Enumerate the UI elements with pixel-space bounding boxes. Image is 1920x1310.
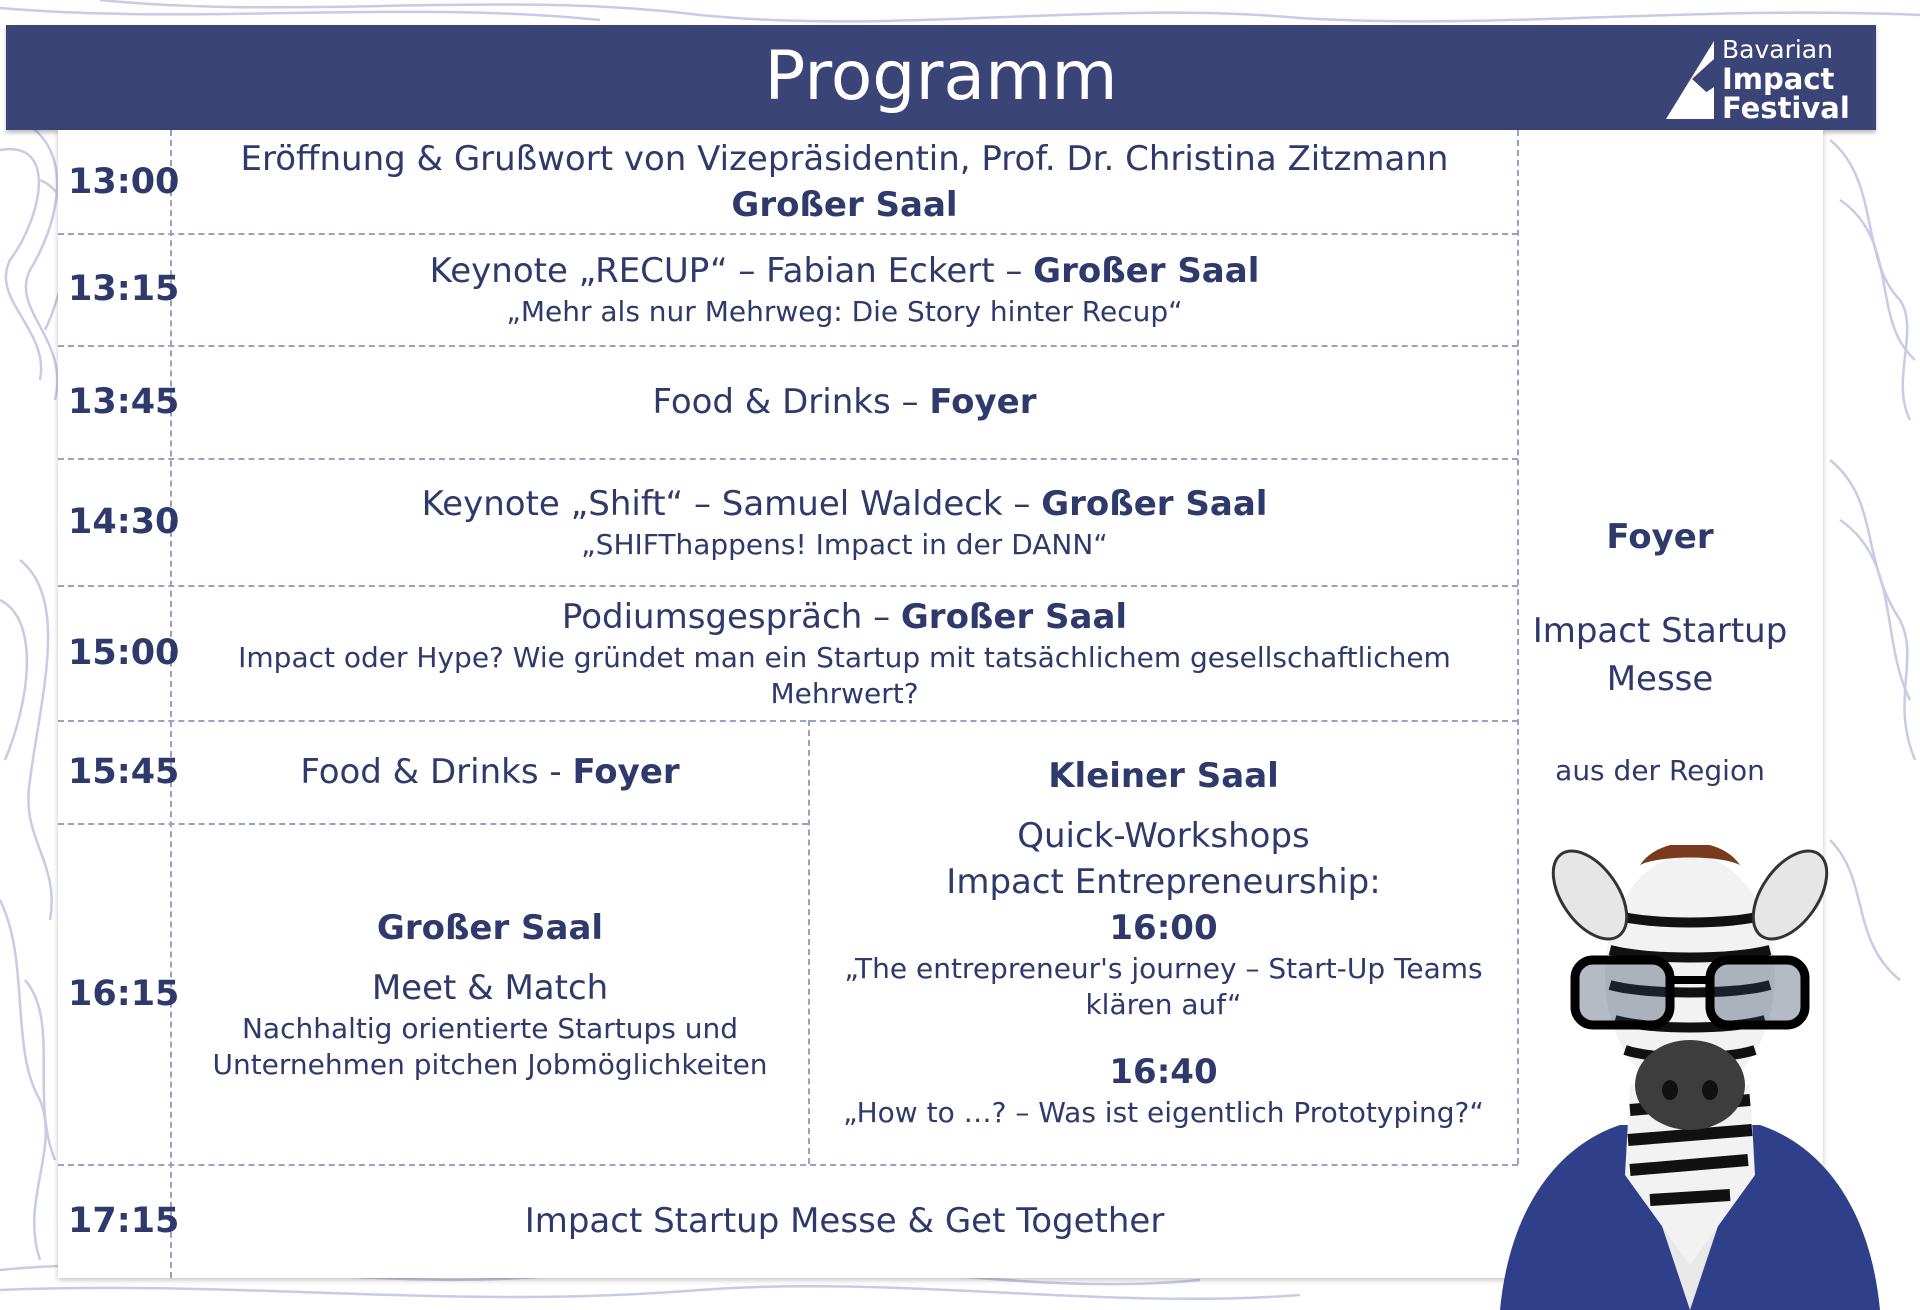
logo-text-impact: Impact — [1722, 62, 1835, 96]
meet-match-subtitle: Nachhaltig orientierte Startups und Unternehmen pitchen Jobmöglichkeiten — [212, 1011, 768, 1081]
keynote-shift-room: Großer Saal — [1041, 483, 1268, 524]
festival-logo — [1662, 35, 1862, 123]
time-1300: 13:00 — [68, 161, 180, 202]
food-1-title: Food & Drinks – — [652, 381, 930, 422]
session-keynote-recup — [172, 233, 1517, 345]
time-1545: 15:45 — [68, 751, 180, 792]
meet-match-title: Meet & Match — [371, 967, 609, 1008]
session-food-2 — [172, 720, 808, 823]
session-opening — [172, 130, 1517, 233]
session-opening-title: Eröffnung & Grußwort von Vizepräsidentin, Prof. Dr. Christina Zitzmann — [240, 138, 1449, 179]
session-food-1 — [172, 345, 1517, 458]
workshop-2-time: 16:40 — [1109, 1052, 1218, 1092]
get-together-title: Impact Startup Messe & Get Together — [524, 1201, 1165, 1241]
session-quick-workshops — [810, 720, 1517, 1164]
keynote-shift-subtitle: „SHIFThappens! Impact in der DANN“ — [581, 527, 1108, 561]
panel-title: Podiumsgespräch – — [561, 596, 901, 637]
workshops-title-2: Impact Entrepreneurship: — [946, 862, 1381, 902]
session-meet-match — [172, 823, 808, 1164]
panel-room: Großer Saal — [900, 596, 1128, 637]
workshops-title-1: Quick-Workshops — [1017, 816, 1310, 856]
side-subtitle: aus der Region — [1555, 754, 1765, 787]
side-room: Foyer — [1606, 517, 1714, 557]
keynote-recup-room: Großer Saal — [1033, 251, 1260, 291]
time-1715: 17:15 — [68, 1201, 180, 1241]
time-1345: 13:45 — [68, 381, 180, 422]
page-title: Programm — [764, 37, 1118, 116]
session-keynote-shift — [172, 458, 1517, 585]
workshops-room: Kleiner Saal — [1048, 756, 1279, 796]
food-2-title: Food & Drinks - — [300, 751, 573, 792]
workshop-2-desc: „How to …? – Was ist eigentlich Prototyping?“ — [843, 1096, 1484, 1129]
keynote-recup-title: Keynote „RECUP“ – Fabian Eckert – — [429, 251, 1034, 291]
session-opening-room: Großer Saal — [731, 184, 958, 225]
time-1615: 16:15 — [68, 973, 180, 1014]
keynote-recup-subtitle: „Mehr als nur Mehrweg: Die Story hinter Recup“ — [506, 295, 1183, 328]
logo-text-festival: Festival — [1722, 91, 1850, 125]
workshop-1-desc: „The entrepreneur's journey – Start-Up Teams klären auf“ — [844, 952, 1483, 1021]
logo-text-bavarian: Bavarian — [1722, 35, 1833, 64]
food-2-room: Foyer — [572, 751, 680, 792]
sail-logo-icon — [1662, 39, 1718, 121]
time-1430: 14:30 — [68, 501, 180, 542]
food-1-room: Foyer — [929, 381, 1037, 422]
header-banner — [6, 25, 1876, 130]
time-1500: 15:00 — [68, 632, 180, 673]
zebra-mascot-illustration — [1480, 845, 1900, 1310]
meet-match-room: Großer Saal — [376, 907, 604, 948]
side-column — [1510, 370, 1810, 789]
side-title: Impact Startup Messe — [1532, 611, 1788, 699]
keynote-shift-title: Keynote „Shift“ – Samuel Waldeck – — [421, 483, 1042, 524]
time-1315: 13:15 — [68, 269, 180, 309]
panel-subtitle: Impact oder Hype? Wie gründet man ein Startup mit tatsächlichem gesellschaftlichem Mehrwert? — [238, 640, 1451, 710]
session-panel — [172, 585, 1517, 720]
session-get-together — [172, 1164, 1517, 1278]
workshop-1-time: 16:00 — [1109, 908, 1218, 948]
